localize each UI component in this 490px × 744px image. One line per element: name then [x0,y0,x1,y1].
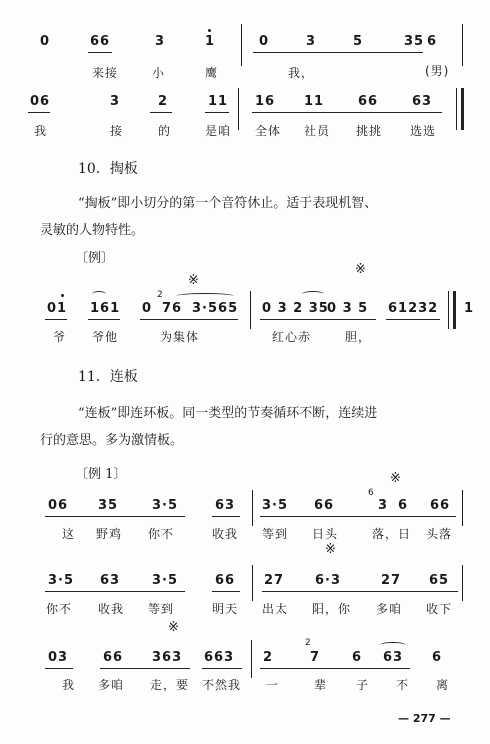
star-mark: ※ [188,273,199,288]
lyric: 野鸡 [96,527,123,541]
note: 65 [429,573,450,588]
lyric: 我 [62,678,76,692]
barline [456,88,457,130]
underline [253,52,423,53]
note: 35 [404,34,425,49]
note: 2 [263,650,274,665]
note: 0 3 2 35 [262,301,329,316]
star-mark: ※ [355,262,366,277]
note: 3·5 [152,573,179,588]
section-heading: 10．掏板 [78,161,138,177]
star-mark: ※ [325,542,336,557]
note: 66 [90,34,111,49]
note: 7 [310,650,321,665]
lyric: 一 [266,678,280,692]
underline [252,112,442,113]
note: 1 [464,301,475,316]
lyric: 来接 [92,66,119,80]
paragraph-line: 行的意思。多为激情板。 [40,433,184,448]
note: 11 [208,94,229,109]
note: 63 [412,94,433,109]
note: 3 [306,34,317,49]
barline [462,490,463,526]
slur [176,293,234,299]
barline [251,640,252,678]
lyric: 多咱 [98,678,125,692]
lyric: 接 [110,124,124,138]
underline [28,112,50,113]
page-number: — 277 — [398,712,451,725]
underline [45,516,185,517]
note: 0 [40,34,51,49]
underline [260,516,456,517]
note: 27 [264,573,285,588]
lyric: 日头 [312,527,339,541]
note: 6 [427,34,438,49]
barline [252,490,253,526]
lyric: 你不 [46,602,73,616]
barline-final [461,88,464,130]
note: 161 [90,301,121,316]
note: 63 [383,650,404,665]
lyric: 小 [152,66,166,80]
note: 5 [353,34,364,49]
lyric: 收我 [212,527,239,541]
underline [150,112,172,113]
octave-dot [208,29,211,32]
lyric: 明天 [212,602,239,616]
lyric: 收下 [426,602,453,616]
underline [260,319,376,320]
note: 16 [255,94,276,109]
underline [45,319,67,320]
lyric: 多咱 [376,602,403,616]
underline [262,591,458,592]
lyric: 的 [158,124,172,138]
note: 11 [304,94,325,109]
note: 0 3 5 [327,301,369,316]
example-label: 〔例 1〕 [75,467,127,482]
underline [260,668,410,669]
note: 3 [378,498,389,513]
lyric: 我 [34,124,48,138]
lyric: 阳，你 [312,602,352,616]
slur [302,291,324,297]
note: 3·5 [262,498,289,513]
lyric: 鹰 [205,66,219,80]
lyric: 走，要 [150,678,190,692]
note: 0 [142,301,153,316]
note: 6 [398,498,409,513]
lyric: 红心赤 [272,330,312,344]
lyric: 社员 [304,124,331,138]
star-mark: ※ [168,620,179,635]
note: 27 [381,573,402,588]
underline [202,668,242,669]
note: 3·5 [152,498,179,513]
lyric: 离 [436,678,450,692]
lyric: 头落 [426,527,453,541]
paragraph-line: “掏板”即小切分的第一个音符休止。适于表现机智、 [78,196,378,211]
lyric: 辈 [314,678,328,692]
lyric: 不 [396,678,410,692]
note: 66 [358,94,379,109]
barline [462,565,463,601]
tie [380,642,406,648]
lyric: 全体 [255,124,282,138]
grace-note: 2 [305,638,311,648]
lyric: 不然我 [202,678,242,692]
note: 61232 [388,301,439,316]
barline [250,291,251,329]
underline [386,319,440,320]
star-mark: ※ [390,471,401,486]
octave-dot [61,294,64,297]
note: 6·3 [315,573,342,588]
lyric: 是咱 [205,124,232,138]
note: 6 [432,650,443,665]
note: 3·565 [192,301,239,316]
lyric: 胆， [345,330,372,344]
note: 35 [98,498,119,513]
underline [212,516,240,517]
lyric: 等到 [262,527,289,541]
lyric: 出太 [262,602,289,616]
section-heading: 11．连板 [78,369,138,385]
note: 6 [352,650,363,665]
note: 06 [30,94,51,109]
lyric: (男) [425,64,450,78]
lyric: 这 [62,527,76,541]
underline [45,591,185,592]
note: 3·5 [48,573,75,588]
note: 66 [430,498,451,513]
note: 1 [205,34,216,49]
lyric: 爷 [53,330,67,344]
barline [448,291,449,329]
grace-note: 6 [368,488,374,498]
note: 76 [162,301,183,316]
note: 663 [204,650,235,665]
lyric: 收我 [98,602,125,616]
note: 03 [48,650,69,665]
note: 63 [100,573,121,588]
note: 2 [158,94,169,109]
example-label: 〔例〕 [75,251,115,266]
lyric: 你不 [148,527,175,541]
note: 66 [103,650,124,665]
underline [140,319,238,320]
lyric: 我， [288,66,315,80]
lyric: 选选 [410,124,437,138]
barline [462,24,463,66]
barline-final [453,291,456,329]
note: 363 [152,650,183,665]
underline [212,591,240,592]
note: 66 [314,498,335,513]
underline [205,112,229,113]
note: 06 [48,498,69,513]
lyric: 挑挑 [356,124,383,138]
underline [100,668,190,669]
barline [241,24,242,66]
lyric: 爷他 [92,330,119,344]
barline [252,565,253,601]
barline [238,88,239,130]
underline [88,52,112,53]
grace-note: 2 [157,290,163,300]
note: 0 [259,34,270,49]
paragraph-line: 灵敏的人物特性。 [40,223,145,238]
note: 3 [110,94,121,109]
note: 63 [215,498,236,513]
tie [92,291,106,297]
lyric: 子 [356,678,370,692]
paragraph-line: “连板”即连环板。同一类型的节奏循环不断，连续进 [78,406,378,421]
lyric: 为集体 [160,330,200,344]
lyric: 等到 [148,602,175,616]
note: 66 [215,573,236,588]
note: 3 [155,34,166,49]
underline [45,668,73,669]
note: 01 [47,301,68,316]
lyric: 落，日 [372,527,412,541]
underline [88,319,120,320]
